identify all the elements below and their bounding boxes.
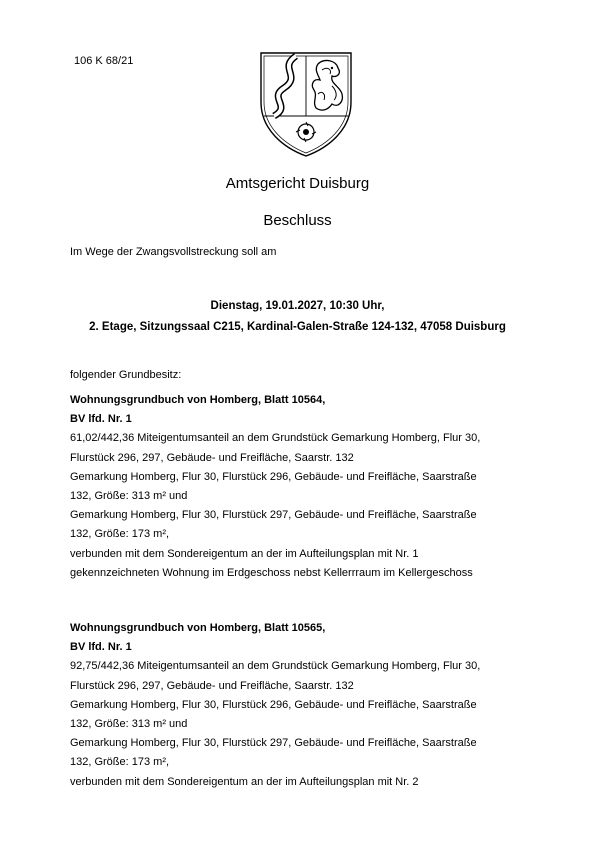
entry-line: verbunden mit dem Sondereigentum an der im Aufteilungsplan mit Nr. 1 xyxy=(70,547,419,560)
entry-line: verbunden mit dem Sondereigentum an der im Aufteilungsplan mit Nr. 2 xyxy=(70,775,419,788)
file-number: 106 K 68/21 xyxy=(74,55,134,67)
property-entry xyxy=(70,391,540,583)
entry-title: Wohnungsgrundbuch von Homberg, Blatt 10564, xyxy=(70,394,326,406)
entry-line: 132, Größe: 313 m² und xyxy=(70,490,188,503)
entry-line: gekennzeichneten Wohnung im Erdgeschoss nebst Kellerrraum im Kellergeschoss xyxy=(70,566,473,579)
intro-text: Im Wege der Zwangsvollstreckung soll am xyxy=(70,246,277,258)
hearing-date: Dienstag, 19.01.2027, 10:30 Uhr, xyxy=(210,300,385,312)
entry-line: Gemarkung Homberg, Flur 30, Flurstück 296, Gebäude- und Freifläche, Saarstraße xyxy=(70,470,477,483)
document-type-heading: Beschluss xyxy=(263,212,332,229)
entry-bv-number: BV lfd. Nr. 1 xyxy=(70,641,132,654)
entry-line: Gemarkung Homberg, Flur 30, Flurstück 296, Gebäude- und Freifläche, Saarstraße xyxy=(70,698,477,711)
entry-bv-number: BV lfd. Nr. 1 xyxy=(70,413,132,426)
hearing-location: 2. Etage, Sitzungssaal C215, Kardinal-Galen-Straße 124-132, 47058 Duisburg xyxy=(89,321,506,333)
entry-line: Gemarkung Homberg, Flur 30, Flurstück 297, Gebäude- und Freifläche, Saarstraße xyxy=(70,509,477,522)
coat-of-arms-icon xyxy=(258,50,354,158)
entry-line: 132, Größe: 173 m², xyxy=(70,756,170,769)
entry-line: Gemarkung Homberg, Flur 30, Flurstück 297, Gebäude- und Freifläche, Saarstraße xyxy=(70,737,477,750)
entry-line: 61,02/442,36 Miteigentumsanteil an dem Grundstück Gemarkung Homberg, Flur 30, xyxy=(70,432,481,445)
hearing-date-block xyxy=(0,296,595,338)
entry-line: Flurstück 296, 297, Gebäude- und Freifläche, Saarstr. 132 xyxy=(70,679,354,692)
entry-title: Wohnungsgrundbuch von Homberg, Blatt 10565, xyxy=(70,622,326,634)
entry-line: 132, Größe: 313 m² und xyxy=(70,718,188,731)
entry-line: Flurstück 296, 297, Gebäude- und Freifläche, Saarstr. 132 xyxy=(70,451,354,464)
property-label: folgender Grundbesitz: xyxy=(70,369,182,381)
entry-line: 92,75/442,36 Miteigentumsanteil an dem Grundstück Gemarkung Homberg, Flur 30, xyxy=(70,660,481,673)
court-name: Amtsgericht Duisburg xyxy=(225,175,370,192)
property-entry xyxy=(70,619,540,792)
entry-line: 132, Größe: 173 m², xyxy=(70,528,170,541)
